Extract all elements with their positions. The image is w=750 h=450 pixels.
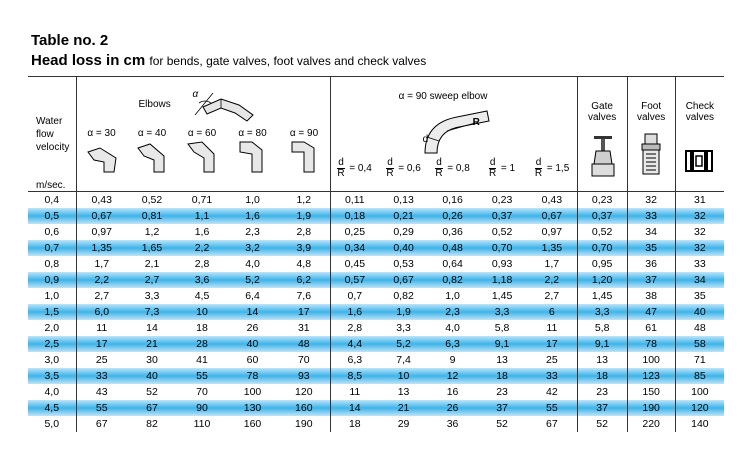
value-cell: 0,97 [541,226,563,238]
value-cell: 0,81 [127,208,177,224]
value-cell: 55 [76,400,127,416]
value-cell: 6 [527,304,577,320]
value-cell: 42 [546,386,558,398]
value-cell: 78 [227,368,278,384]
value-cell: 1,35 [76,240,127,256]
value-cell: 78 [627,336,675,352]
value-cell: 0,48 [428,240,477,256]
value-cell: 2,3 [428,304,477,320]
velocity-cell: 0,6 [44,226,60,238]
value-cell: 9 [449,354,456,366]
value-cell: 4,0 [245,258,260,270]
value-cell: 0,18 [330,208,379,224]
value-cell: 11 [546,322,558,334]
value-cell: 1,6 [194,226,210,238]
ratio-label-1 [477,158,527,179]
value-cell: 0,40 [379,240,428,256]
value-cell: 23 [496,386,508,398]
foot-valve-icon [638,132,664,178]
value-cell: 3,6 [177,272,227,288]
value-cell: 17 [76,336,127,352]
value-cell: 3,3 [144,290,160,302]
value-cell: 7,6 [296,290,312,302]
value-cell: 1,1 [177,208,227,224]
value-cell: 1,65 [127,240,177,256]
value-cell: 2,7 [127,272,177,288]
value-cell: 0,97 [76,224,127,240]
table-row [28,288,724,304]
value-cell: 10 [177,304,227,320]
value-cell: 2,2 [177,240,227,256]
title-bold: Head loss in cm [31,52,146,69]
value-cell: 0,93 [491,258,513,270]
table-row [28,192,724,209]
value-cell: 36 [627,256,675,272]
value-cell: 2,8 [330,320,379,336]
value-cell: 0,95 [577,256,627,272]
value-cell: 0,43 [527,192,577,209]
angle-label-40: α = 40 [137,128,167,139]
value-cell: 5,8 [494,322,510,334]
value-cell: 28 [177,336,227,352]
table-row [28,320,724,336]
velocity-cell: 1,5 [28,304,76,320]
value-cell: 3,3 [477,304,527,320]
value-cell: 11 [76,320,127,336]
value-cell: 52 [577,416,627,432]
value-cell: 1,6 [227,208,278,224]
table-number: Table no. 2 [31,32,109,49]
value-cell: 14 [330,400,379,416]
value-cell: 40 [227,336,278,352]
velocity-cell: 0,7 [28,240,76,256]
value-cell: 10 [379,368,428,384]
value-cell: 23 [577,384,627,400]
value-cell: 32 [675,240,724,256]
value-cell: 70 [297,354,310,366]
value-cell: 31 [297,322,310,334]
value-cell: 0,37 [577,208,627,224]
value-cell: 18 [577,368,627,384]
value-cell: 36 [446,418,459,430]
value-cell: 33 [527,368,577,384]
value-cell: 43 [76,384,127,400]
value-cell: 1,45 [577,288,627,304]
value-cell: 1,7 [76,256,127,272]
value-cell: 71 [675,352,724,368]
value-cell: 70 [196,386,208,398]
sweep-d-label: d [422,134,429,145]
value-cell: 29 [397,418,410,430]
table-row [28,352,724,368]
value-cell: 2,1 [144,258,160,270]
value-cell: 85 [675,368,724,384]
value-cell: 0,52 [491,226,513,238]
value-cell: 1,45 [491,290,513,302]
ratio-label-08 [428,158,477,179]
value-cell: 0,82 [393,290,414,302]
value-cell: 220 [627,416,675,432]
value-cell: 48 [278,336,330,352]
table-row [28,304,724,320]
table-row [28,416,724,432]
value-cell: 0,52 [127,192,177,209]
value-cell: 0,26 [428,208,477,224]
value-cell: 0,67 [527,208,577,224]
value-cell: 47 [627,304,675,320]
velocity-unit: m/sec. [36,180,66,191]
value-cell: 0,25 [330,224,379,240]
sub-header [28,120,724,180]
ratio-den: R [337,168,345,179]
value-cell: 0,53 [393,258,414,270]
table-title [31,52,426,69]
value-cell: 55 [527,400,577,416]
value-cell: 0,29 [393,226,414,238]
gate-header-line1: Gate [591,101,613,112]
check-valve-icon [684,148,714,174]
angle-label-90: α = 90 [289,128,319,139]
value-cell: 18 [477,368,527,384]
value-cell: 140 [675,416,724,432]
velocity-cell: 0,5 [28,208,76,224]
value-cell: 37 [477,400,527,416]
velocity-cell: 4,5 [28,400,76,416]
elbow-fitting-icon [86,144,118,174]
alpha-symbol: α [192,89,199,100]
value-cell: 1,6 [330,304,379,320]
value-cell: 1,18 [477,272,527,288]
value-cell: 3,3 [396,322,411,334]
value-cell: 2,2 [527,272,577,288]
ratio-label-15 [527,158,577,179]
value-cell: 4,5 [194,290,210,302]
value-cell: 33 [675,256,724,272]
value-cell: 2,7 [544,290,560,302]
sweep-elbow-label: α = 90 sweep elbow [398,91,488,102]
value-cell: 18 [196,322,208,334]
table-row [28,336,724,352]
value-cell: 6,4 [245,290,260,302]
value-cell: 0,43 [76,192,127,209]
value-cell: 13 [397,386,410,398]
value-cell: 0,36 [442,226,463,238]
value-cell: 1,0 [445,290,460,302]
value-cell: 0,71 [177,192,227,209]
value-cell: 0,57 [330,272,379,288]
velocity-cell: 3,0 [44,354,60,366]
value-cell: 61 [627,320,675,336]
table-row [28,368,724,384]
value-cell: 123 [627,368,675,384]
value-cell: 1,20 [577,272,627,288]
value-cell: 60 [246,354,259,366]
angle-label-60: α = 60 [187,128,217,139]
value-cell: 35 [627,240,675,256]
value-cell: 0,67 [379,272,428,288]
table-row [28,400,724,416]
value-cell: 14 [146,322,158,334]
elbow-fitting-icon [288,140,320,174]
value-cell: 32 [675,208,724,224]
value-cell: 1,35 [527,240,577,256]
value-cell: 1,2 [278,192,330,209]
value-cell: 5,2 [227,272,278,288]
value-cell: 6,2 [278,272,330,288]
value-cell: 0,13 [379,192,428,209]
value-cell: 34 [627,224,675,240]
velocity-header-line3: velocity [36,142,70,153]
ratio-value: = 1,5 [546,163,570,174]
value-cell: 160 [243,418,262,430]
value-cell: 21 [127,336,177,352]
value-cell: 0,23 [577,192,627,209]
table-row [28,272,724,288]
ratio-num: d [535,157,542,168]
value-cell: 1,9 [379,304,428,320]
ratio-den: R [386,168,394,179]
value-cell: 16 [446,386,459,398]
value-cell: 25 [76,352,127,368]
value-cell: 26 [246,322,259,334]
value-cell: 67 [546,418,558,430]
value-cell: 1,9 [278,208,330,224]
value-cell: 7,3 [127,304,177,320]
value-cell: 0,52 [577,224,627,240]
value-cell: 93 [278,368,330,384]
value-cell: 13 [577,352,627,368]
value-cell: 0,70 [477,240,527,256]
value-cell: 5,8 [577,320,627,336]
elbow-fitting-icon [236,140,268,174]
value-cell: 3,2 [227,240,278,256]
velocity-cell: 0,4 [28,192,76,209]
value-cell: 2,3 [245,226,260,238]
value-cell: 0,21 [379,208,428,224]
value-cell: 5,2 [379,336,428,352]
value-cell: 0,16 [428,192,477,209]
value-cell: 100 [627,352,675,368]
value-cell: 58 [675,336,724,352]
value-cell: 2,8 [194,258,210,270]
value-cell: 37 [627,272,675,288]
ratio-num: d [436,157,442,168]
value-cell: 11 [330,384,379,400]
value-cell: 0,7 [330,288,379,304]
sweep-r-label: R [472,117,480,128]
value-cell: 4,4 [330,336,379,352]
value-cell: 38 [627,288,675,304]
table-row [28,384,724,400]
ratio-den: R [534,168,543,179]
value-cell: 7,4 [396,354,411,366]
value-cell: 31 [675,192,724,209]
ratio-label-06 [379,158,428,179]
value-cell: 67 [76,416,127,432]
value-cell: 8,5 [330,368,379,384]
value-cell: 25 [546,354,558,366]
table-row [28,224,724,240]
ratio-value: = 0,6 [398,163,421,174]
value-cell: 1,7 [544,258,560,270]
gate-valve-icon [590,134,616,178]
value-cell: 6,3 [428,336,477,352]
velocity-cell: 3,5 [28,368,76,384]
velocity-cell: 2,5 [28,336,76,352]
value-cell: 0,11 [330,192,379,209]
table-row [28,240,724,256]
value-cell: 33 [76,368,127,384]
table-row [28,208,724,224]
value-cell: 4,8 [296,258,312,270]
value-cell: 14 [227,304,278,320]
velocity-cell: 5,0 [44,418,60,430]
value-cell: 0,34 [330,240,379,256]
velocity-cell: 0,8 [44,258,60,270]
value-cell: 21 [379,400,428,416]
value-cell: 100 [243,386,262,398]
value-cell: 6,3 [330,352,379,368]
velocity-header-line2: flow [36,129,54,140]
value-cell: 110 [193,418,211,430]
gate-header-line2: valves [587,112,617,123]
ratio-label-04 [330,158,379,179]
table-row [28,256,724,272]
value-cell: 17 [278,304,330,320]
value-cell: 82 [146,418,158,430]
value-cell: 13 [496,354,508,366]
foot-header-line1: Foot [641,101,662,112]
ratio-value: = 1 [500,163,516,174]
value-cell: 55 [177,368,227,384]
elbows-label: Elbows [138,99,171,110]
value-cell: 0,37 [477,208,527,224]
ratio-num: d [387,157,393,168]
value-cell: 30 [146,354,158,366]
value-cell: 12 [428,368,477,384]
value-cell: 100 [675,384,724,400]
value-cell: 18 [330,416,379,432]
value-cell: 4,0 [445,322,460,334]
value-cell: 2,8 [296,226,312,238]
value-cell: 48 [675,320,724,336]
value-cell: 0,67 [76,208,127,224]
velocity-cell: 4,0 [44,386,60,398]
value-cell: 0,45 [330,256,379,272]
ratio-den: R [489,168,497,179]
velocity-cell: 2,0 [44,322,60,334]
angle-label-30: α = 30 [87,128,116,139]
value-cell: 32 [675,224,724,240]
value-cell: 1,2 [144,226,160,238]
value-cell: 2,7 [76,288,127,304]
value-cell: 33 [627,208,675,224]
ratio-value: = 0,8 [447,163,470,174]
angle-label-80: α = 80 [238,128,267,139]
value-cell: 0,23 [477,192,527,209]
ratio-value: = 0,4 [349,163,372,174]
value-cell: 90 [177,400,227,416]
value-cell: 9,1 [477,336,527,352]
value-cell: 3,9 [278,240,330,256]
value-cell: 120 [675,400,724,416]
value-cell: 2,2 [76,272,127,288]
value-cell: 0,70 [577,240,627,256]
value-cell: 120 [295,386,313,398]
check-header-line2: valves [685,112,715,123]
value-cell: 37 [577,400,627,416]
foot-header-line2: valves [636,112,666,123]
value-cell: 190 [627,400,675,416]
value-cell: 9,1 [577,336,627,352]
value-cell: 40 [127,368,177,384]
value-cell: 17 [527,336,577,352]
value-cell: 41 [196,354,208,366]
title-description: for bends, gate valves, foot valves and check valves [149,54,427,68]
value-cell: 130 [227,400,278,416]
value-cell: 3,3 [577,304,627,320]
velocity-cell: 0,9 [28,272,76,288]
value-cell: 40 [675,304,724,320]
value-cell: 6,0 [76,304,127,320]
value-cell: 160 [278,400,330,416]
ratio-num: d [338,157,344,168]
value-cell: 26 [428,400,477,416]
elbow-fitting-icon [186,140,218,174]
value-cell: 34 [675,272,724,288]
value-cell: 150 [627,384,675,400]
value-cell: 0,82 [428,272,477,288]
value-cell: 52 [496,418,508,430]
elbow-fitting-icon [136,142,168,174]
table-body [28,192,724,433]
check-header-line1: Check [685,101,715,112]
value-cell: 52 [146,386,158,398]
value-cell: 35 [675,288,724,304]
value-cell: 32 [627,192,675,209]
value-cell: 67 [127,400,177,416]
velocity-header-line1: Water [36,116,63,127]
value-cell: 190 [295,418,313,430]
ratio-den: R [435,168,443,179]
velocity-cell: 1,0 [44,290,60,302]
ratio-num: d [489,157,496,168]
value-cell: 1,0 [227,192,278,209]
value-cell: 0,64 [442,258,463,270]
